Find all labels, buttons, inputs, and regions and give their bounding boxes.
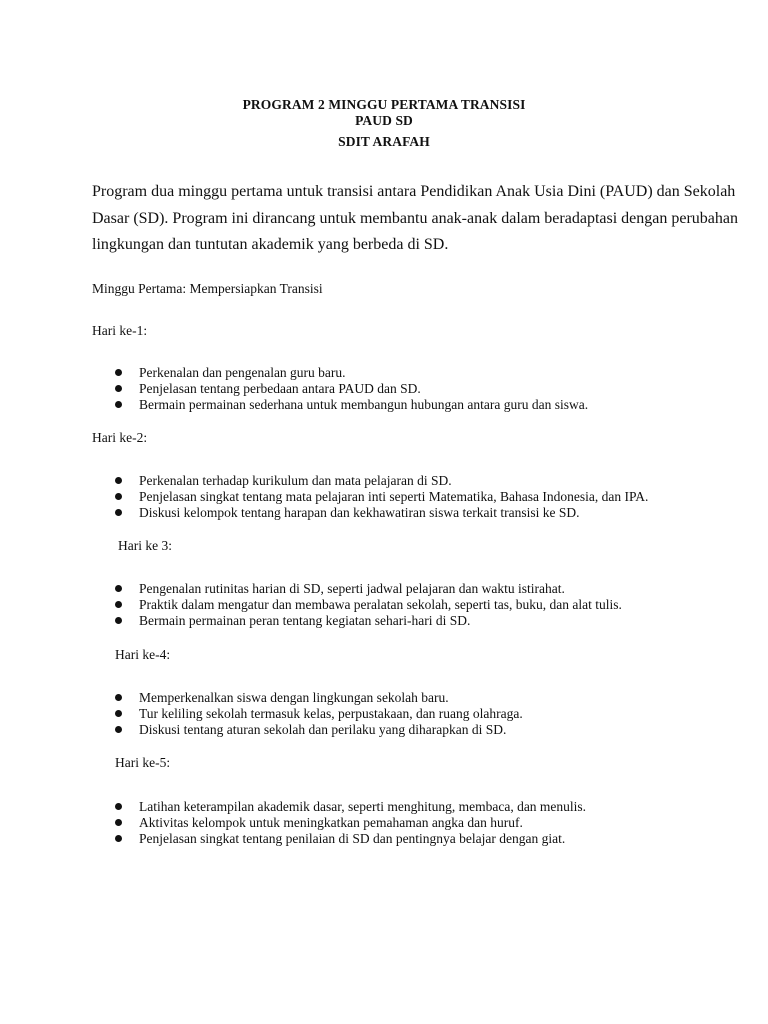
intro-line: lingkungan dan tuntutan akademik yang berbeda di SD. (92, 236, 449, 253)
list-item-text: Diskusi tentang aturan sekolah dan perilaku yang diharapkan di SD. (139, 722, 507, 737)
bullet-icon (115, 477, 122, 484)
list-item (115, 489, 648, 505)
list-item-text: Diskusi kelompok tentang harapan dan kekhawatiran siswa terkait transisi ke SD. (139, 505, 580, 520)
bullet-icon (115, 694, 122, 701)
list-item (115, 706, 523, 722)
day-1-list (115, 365, 588, 413)
list-item (115, 815, 586, 831)
list-item-text: Penjelasan tentang perbedaan antara PAUD dan SD. (139, 381, 421, 396)
bullet-icon (115, 726, 122, 733)
intro-line: Dasar (SD). Program ini dirancang untuk membantu anak-anak dalam beradaptasi dengan perubahan (92, 210, 738, 227)
bullet-icon (115, 509, 122, 516)
bullet-icon (115, 369, 122, 376)
intro-line: Program dua minggu pertama untuk transisi antara Pendidikan Anak Usia Dini (PAUD) dan Sekolah (92, 183, 736, 200)
list-item (115, 505, 648, 521)
list-item-text: Perkenalan terhadap kurikulum dan mata pelajaran di SD. (139, 473, 452, 488)
bullet-icon (115, 385, 122, 392)
school-name: SDIT ARAFAH (338, 134, 430, 149)
list-item (115, 397, 588, 413)
list-item (115, 597, 622, 613)
bullet-icon (115, 601, 122, 608)
list-item-text: Pengenalan rutinitas harian di SD, seperti jadwal pelajaran dan waktu istirahat. (139, 581, 565, 596)
day-heading: Hari ke-2: (92, 430, 148, 445)
list-item (115, 613, 622, 629)
document-title: PROGRAM 2 MINGGU PERTAMA TRANSISI (242, 97, 526, 112)
bullet-icon (115, 710, 122, 717)
list-item (115, 473, 648, 489)
list-item-text: Tur keliling sekolah termasuk kelas, perpustakaan, dan ruang olahraga. (139, 706, 523, 721)
bullet-icon (115, 401, 122, 408)
list-item-text: Penjelasan singkat tentang penilaian di SD dan pentingnya belajar dengan giat. (139, 831, 566, 846)
list-item (115, 690, 523, 706)
list-item-text: Bermain permainan sederhana untuk membangun hubungan antara guru dan siswa. (139, 397, 589, 412)
day-heading: Hari ke-5: (115, 755, 171, 770)
list-item-text: Penjelasan singkat tentang mata pelajaran inti seperti Matematika, Bahasa Indonesia, dan IPA. (139, 489, 649, 504)
bullet-icon (115, 803, 122, 810)
list-item (115, 722, 523, 738)
bullet-icon (115, 493, 122, 500)
list-item (115, 581, 622, 597)
list-item-text: Memperkenalkan siswa dengan lingkungan sekolah baru. (139, 690, 449, 705)
day-5-list (115, 799, 586, 847)
day-3-list (115, 581, 622, 629)
bullet-icon (115, 617, 122, 624)
day-heading: Hari ke 3: (118, 538, 172, 553)
list-item-text: Aktivitas kelompok untuk meningkatkan pemahaman angka dan huruf. (139, 815, 523, 830)
bullet-icon (115, 819, 122, 826)
list-item-text: Bermain permainan peran tentang kegiatan sehari-hari di SD. (139, 613, 471, 628)
week-heading: Minggu Pertama: Mempersiapkan Transisi (92, 281, 323, 296)
list-item (115, 381, 588, 397)
list-item-text: Perkenalan dan pengenalan guru baru. (139, 365, 346, 380)
list-item (115, 365, 588, 381)
day-heading: Hari ke-4: (115, 647, 171, 662)
list-item (115, 799, 586, 815)
bullet-icon (115, 835, 122, 842)
day-4-list (115, 690, 523, 738)
list-item-text: Latihan keterampilan akademik dasar, seperti menghitung, membaca, dan menulis. (139, 799, 587, 814)
document-subtitle: PAUD SD (355, 113, 413, 128)
list-item-text: Praktik dalam mengatur dan membawa peralatan sekolah, seperti tas, buku, dan alat tulis. (139, 597, 622, 612)
bullet-icon (115, 585, 122, 592)
day-2-list (115, 473, 648, 521)
list-item (115, 831, 586, 847)
day-heading: Hari ke-1: (92, 323, 148, 338)
